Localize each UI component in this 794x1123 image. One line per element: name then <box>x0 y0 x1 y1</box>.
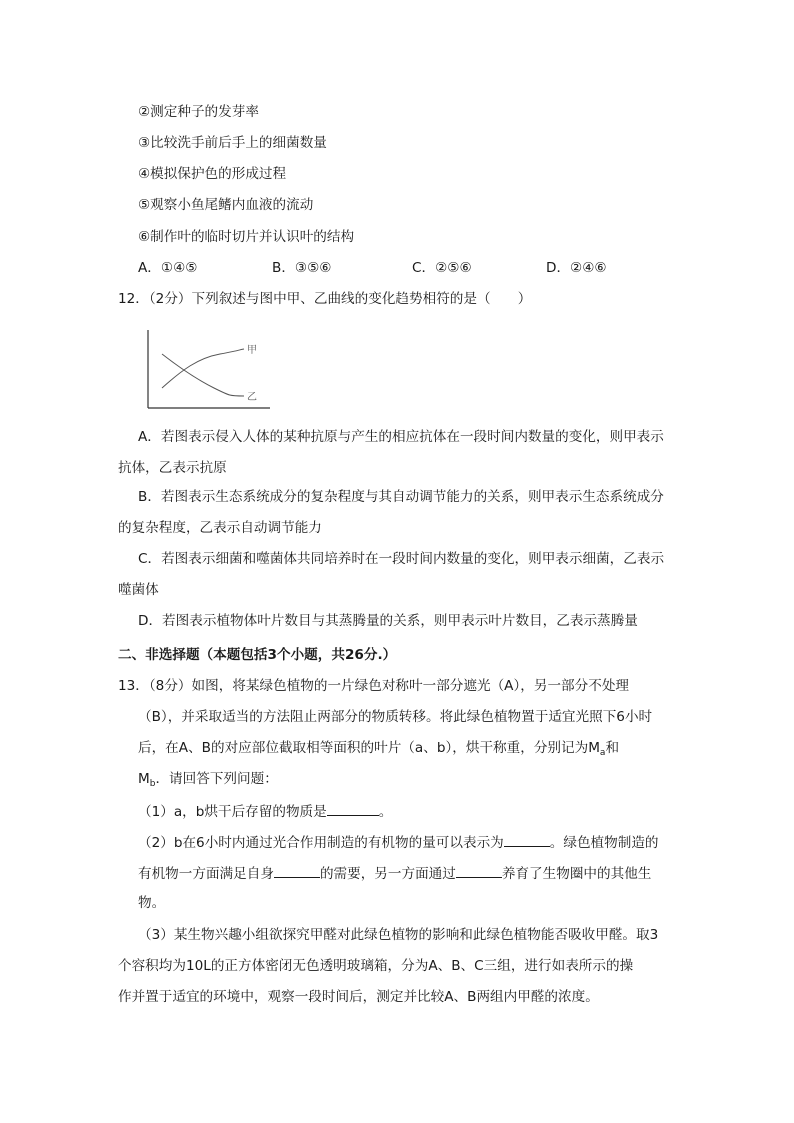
q13-line3 <box>138 739 619 762</box>
q13-part2-text: （2）b在6小时内通过光合作用制造的有机物的量可以表示为 <box>138 835 504 851</box>
q13-line4-text: ．请回答下列问题： <box>155 771 278 787</box>
q12-option-c-line1: C．若图表示细菌和噬菌体共同培养时在一段时间内数量的变化，则甲表示细菌，乙表示 <box>138 551 665 567</box>
q12-option-a-line1: A．若图表示侵入人体的某种抗原与产生的相应抗体在一段时间内数量的变化，则甲表示 <box>138 429 664 445</box>
q13-line4 <box>138 770 278 793</box>
q13-part2-c: 有机物一方面满足自身 <box>138 866 274 882</box>
q12-stem: 12．（2分）下列叙述与图中甲、乙曲线的变化趋势相符的是（ ） <box>118 291 532 307</box>
label-yi: 乙 <box>247 392 257 403</box>
q13-part2-d: 的需要，另一方面通过 <box>319 866 456 882</box>
q12-option-d: D．若图表示植物体叶片数目与其蒸腾量的关系，则甲表示叶片数目，乙表示蒸腾量 <box>138 613 638 629</box>
subscript-b: b <box>149 779 156 789</box>
answer-blank-4[interactable] <box>456 863 502 878</box>
section-2-heading: 二、非选择题（本题包括3个小题，共26分.） <box>118 647 397 663</box>
q13-part1-text: （1）a，b烘干后存留的物质是 <box>138 804 327 820</box>
q12-option-b-line2: 的复杂程度，乙表示自动调节能力 <box>118 520 322 536</box>
q13-part2-line2 <box>138 863 651 883</box>
label-jia: 甲 <box>247 345 257 356</box>
q13-line2: （B），并采取适当的方法阻止两部分的物质转移。将此绿色植物置于适宜光照下6小时 <box>138 709 653 725</box>
q11-item-2: ②测定种子的发芽率 <box>138 104 259 120</box>
q13-line1: 13．（8分）如图，将某绿色植物的一片绿色对称叶一部分遮光（A），另一部分不处理 <box>118 678 630 694</box>
q11-item-6: ⑥制作叶的临时切片并认识叶的结构 <box>138 229 355 245</box>
curve-yi <box>162 354 244 396</box>
q13-part2-text-end: 。绿色植物制造的 <box>549 835 659 851</box>
answer-blank-3[interactable] <box>274 863 320 878</box>
q13-part3-line3: 作并置于适宜的环境中，观察一段时间后，测定并比较A、B两组内甲醛的浓度。 <box>118 989 599 1005</box>
q12-option-c-line2: 噬菌体 <box>118 582 159 598</box>
q13-line4-m: M <box>138 771 150 787</box>
q13-part1 <box>138 801 392 821</box>
q13-part2-line1 <box>138 832 659 852</box>
q11-option-b: B．③⑤⑥ <box>272 260 332 276</box>
q11-item-4: ④模拟保护色的形成过程 <box>138 166 287 182</box>
q11-item-3: ③比较洗手前后手上的细菌数量 <box>138 135 327 151</box>
q12-curve-graph <box>140 326 272 414</box>
q11-option-d: D．②④⑥ <box>546 260 607 276</box>
q13-part2-e: 养育了生物圈中的其他生 <box>501 866 652 882</box>
q12-option-b-line1: B．若图表示生态系统成分的复杂程度与其自动调节能力的关系，则甲表示生态系统成分 <box>138 489 664 505</box>
q12-option-a-line2: 抗体，乙表示抗原 <box>118 460 227 476</box>
answer-blank-2[interactable] <box>504 832 550 847</box>
q11-option-c: C．②⑤⑥ <box>412 260 472 276</box>
q13-part1-end: 。 <box>378 804 393 820</box>
q11-item-5: ⑤观察小鱼尾鳍内血液的流动 <box>138 197 314 213</box>
subscript-a: a <box>599 748 606 758</box>
q13-line3-end: 和 <box>605 740 620 756</box>
q13-part3-line2: 个容积均为10L的正方体密闭无色透明玻璃箱，分为A、B、C三组，进行如表所示的操 <box>118 958 634 974</box>
q13-line3-text: 后，在A、B的对应部位截取相等面积的叶片（a、b），烘干称重，分别记为M <box>138 740 600 756</box>
q13-part2-line3: 物。 <box>138 895 166 911</box>
answer-blank-1[interactable] <box>327 801 379 816</box>
q11-option-a: A．①④⑤ <box>138 260 198 276</box>
q13-part3-line1: （3）某生物兴趣小组欲探究甲醛对此绿色植物的影响和此绿色植物能否吸收甲醛。取3 <box>138 927 659 943</box>
